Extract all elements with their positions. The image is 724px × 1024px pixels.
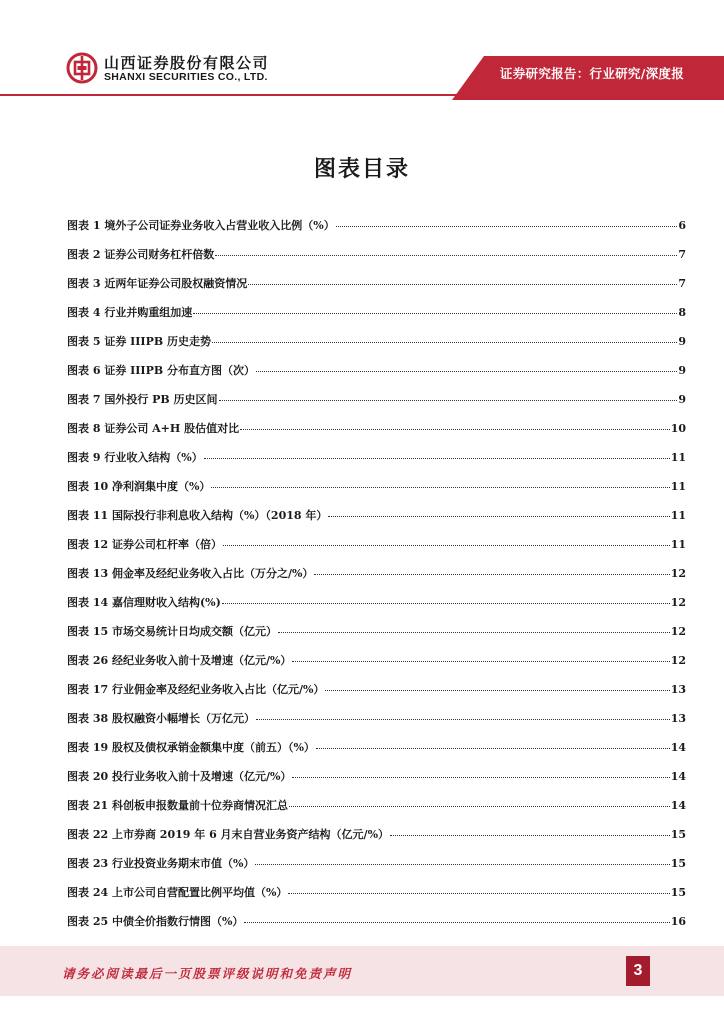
- toc-entry-label: 图表 19 股权及债权承销金额集中度（前五）（%）: [67, 741, 315, 754]
- toc-entry-page: 11: [670, 509, 686, 522]
- toc-entry[interactable]: [67, 681, 686, 710]
- toc-entry[interactable]: [67, 391, 686, 420]
- toc-entry[interactable]: [67, 797, 686, 826]
- company-name-en: SHANXI SECURITIES CO., LTD.: [104, 71, 268, 83]
- toc-entry-page: 14: [670, 741, 686, 754]
- toc-entry[interactable]: [67, 362, 686, 391]
- toc-entry[interactable]: [67, 333, 686, 362]
- toc-dot-leader: [255, 863, 669, 865]
- toc-dot-leader: [244, 921, 669, 923]
- toc-dot-leader: [222, 602, 670, 604]
- toc-entry-label: 图表 26 经纪业务收入前十及增速（亿元/%）: [67, 654, 292, 667]
- toc-entry-label: 图表 10 净利润集中度（%）: [67, 480, 211, 493]
- toc-entry-page: 13: [670, 712, 686, 725]
- toc-entry-page: 9: [678, 364, 686, 377]
- toc-entry-label: 图表 25 中债全价指数行情图（%）: [67, 915, 244, 928]
- toc-entry[interactable]: [67, 623, 686, 652]
- toc-entry-label: 图表 2 证券公司财务杠杆倍数: [67, 248, 215, 261]
- toc-entry-label: 图表 12 证券公司杠杆率（倍）: [67, 538, 222, 551]
- toc-entry[interactable]: [67, 652, 686, 681]
- toc-entry-label: 图表 23 行业投资业务期末市值（%）: [67, 857, 255, 870]
- toc-dot-leader: [278, 631, 670, 633]
- toc-dot-leader: [211, 486, 669, 488]
- toc-entry[interactable]: [67, 304, 686, 333]
- toc-entry-page: 14: [670, 770, 686, 783]
- page-number: 3: [626, 956, 650, 986]
- toc-entry-page: 9: [678, 393, 686, 406]
- toc-dot-leader: [215, 254, 677, 256]
- toc-entry-label: 图表 11 国际投行非利息收入结构（%）（2018 年）: [67, 509, 328, 522]
- toc-dot-leader: [256, 718, 670, 720]
- page-footer: [0, 946, 724, 996]
- toc-dot-leader: [325, 689, 669, 691]
- toc-entry[interactable]: [67, 217, 686, 246]
- toc-entry[interactable]: [67, 826, 686, 855]
- toc-dot-leader: [193, 312, 677, 314]
- toc-dot-leader: [288, 892, 669, 894]
- toc-entry-label: 图表 1 境外子公司证券业务收入占营业收入比例（%）: [67, 219, 335, 232]
- toc-entry-label: 图表 4 行业并购重组加速: [67, 306, 193, 319]
- toc-entry-page: 10: [670, 422, 686, 435]
- toc-entry-label: 图表 14 嘉信理财收入结构(%): [67, 596, 221, 609]
- toc-entry-label: 图表 6 证券 IIIPB 分布直方图（次）: [67, 364, 255, 377]
- toc-dot-leader: [212, 341, 677, 343]
- toc-dot-leader: [240, 428, 670, 430]
- toc-dot-leader: [328, 515, 669, 517]
- toc-dot-leader: [289, 805, 670, 807]
- toc-dot-leader: [390, 834, 670, 836]
- toc-entry-label: 图表 3 近两年证券公司股权融资情况: [67, 277, 248, 290]
- page-title: 图表目录: [313, 157, 410, 182]
- toc-entry[interactable]: [67, 913, 686, 942]
- toc-entry[interactable]: [67, 478, 686, 507]
- toc-entry-label: 图表 7 国外投行 PB 历史区间: [67, 393, 218, 406]
- toc-entry-label: 图表 17 行业佣金率及经纪业务收入占比（亿元/%）: [67, 683, 325, 696]
- toc-entry[interactable]: [67, 507, 686, 536]
- disclaimer-text: 请务必阅读最后一页股票评级说明和免责声明: [62, 966, 353, 981]
- toc-entry-label: 图表 24 上市公司自营配置比例平均值（%）: [67, 886, 288, 899]
- toc-entry-label: 图表 8 证券公司 A+H 股估值对比: [67, 422, 240, 435]
- toc-entry-label: 图表 22 上市券商 2019 年 6 月末自营业务资产结构（亿元/%）: [67, 828, 390, 841]
- toc-entry-page: 11: [670, 451, 686, 464]
- toc-dot-leader: [248, 283, 677, 285]
- toc-entry[interactable]: [67, 420, 686, 449]
- toc-entry-page: 15: [670, 857, 686, 870]
- toc-entry-label: 图表 9 行业收入结构（%）: [67, 451, 203, 464]
- toc-entry[interactable]: [67, 855, 686, 884]
- toc-entry-page: 7: [678, 277, 686, 290]
- toc-entry[interactable]: [67, 768, 686, 797]
- toc-dot-leader: [336, 225, 678, 227]
- page-header: [0, 0, 724, 100]
- toc-entry-page: 14: [670, 799, 686, 812]
- toc-entry[interactable]: [67, 246, 686, 275]
- toc-entry-label: 图表 15 市场交易统计日均成交额（亿元）: [67, 625, 277, 638]
- toc-entry[interactable]: [67, 739, 686, 768]
- toc-entry-page: 12: [670, 654, 686, 667]
- toc-entry-page: 12: [670, 596, 686, 609]
- toc-entry-page: 12: [670, 625, 686, 638]
- shanxi-securities-logo-icon: [66, 52, 98, 84]
- company-name-cn: 山西证券股份有限公司: [104, 54, 270, 72]
- toc-entry[interactable]: [67, 565, 686, 594]
- toc-dot-leader: [292, 660, 669, 662]
- toc-entry[interactable]: [67, 449, 686, 478]
- toc-dot-leader: [316, 747, 670, 749]
- toc-entry-page: 8: [678, 306, 686, 319]
- figure-table-of-contents: [67, 217, 686, 942]
- toc-entry-page: 7: [678, 248, 686, 261]
- toc-entry-label: 图表 21 科创板申报数量前十位券商情况汇总: [67, 799, 288, 812]
- toc-entry-page: 16: [670, 915, 686, 928]
- toc-entry-label: 图表 5 证券 IIIPB 历史走势: [67, 335, 211, 348]
- toc-entry[interactable]: [67, 536, 686, 565]
- toc-entry-label: 图表 38 股权融资小幅增长（万亿元）: [67, 712, 255, 725]
- toc-entry-page: 11: [670, 480, 686, 493]
- toc-dot-leader: [314, 573, 669, 575]
- toc-entry-page: 15: [670, 886, 686, 899]
- toc-entry-page: 11: [670, 538, 686, 551]
- toc-entry[interactable]: [67, 594, 686, 623]
- toc-dot-leader: [219, 399, 678, 401]
- toc-entry-page: 12: [670, 567, 686, 580]
- toc-entry-page: 6: [678, 219, 686, 232]
- toc-dot-leader: [256, 370, 677, 372]
- toc-dot-leader: [204, 457, 670, 459]
- toc-dot-leader: [223, 544, 670, 546]
- report-type-label: 证券研究报告：行业研究/深度报: [499, 66, 684, 81]
- toc-entry[interactable]: [67, 884, 686, 913]
- toc-dot-leader: [292, 776, 669, 778]
- toc-entry-page: 9: [678, 335, 686, 348]
- toc-entry[interactable]: [67, 275, 686, 304]
- toc-entry-label: 图表 20 投行业务收入前十及增速（亿元/%）: [67, 770, 292, 783]
- toc-entry-page: 15: [670, 828, 686, 841]
- toc-entry-label: 图表 13 佣金率及经纪业务收入占比（万分之/%）: [67, 567, 314, 580]
- toc-entry-page: 13: [670, 683, 686, 696]
- toc-entry[interactable]: [67, 710, 686, 739]
- header-red-band: [0, 0, 724, 100]
